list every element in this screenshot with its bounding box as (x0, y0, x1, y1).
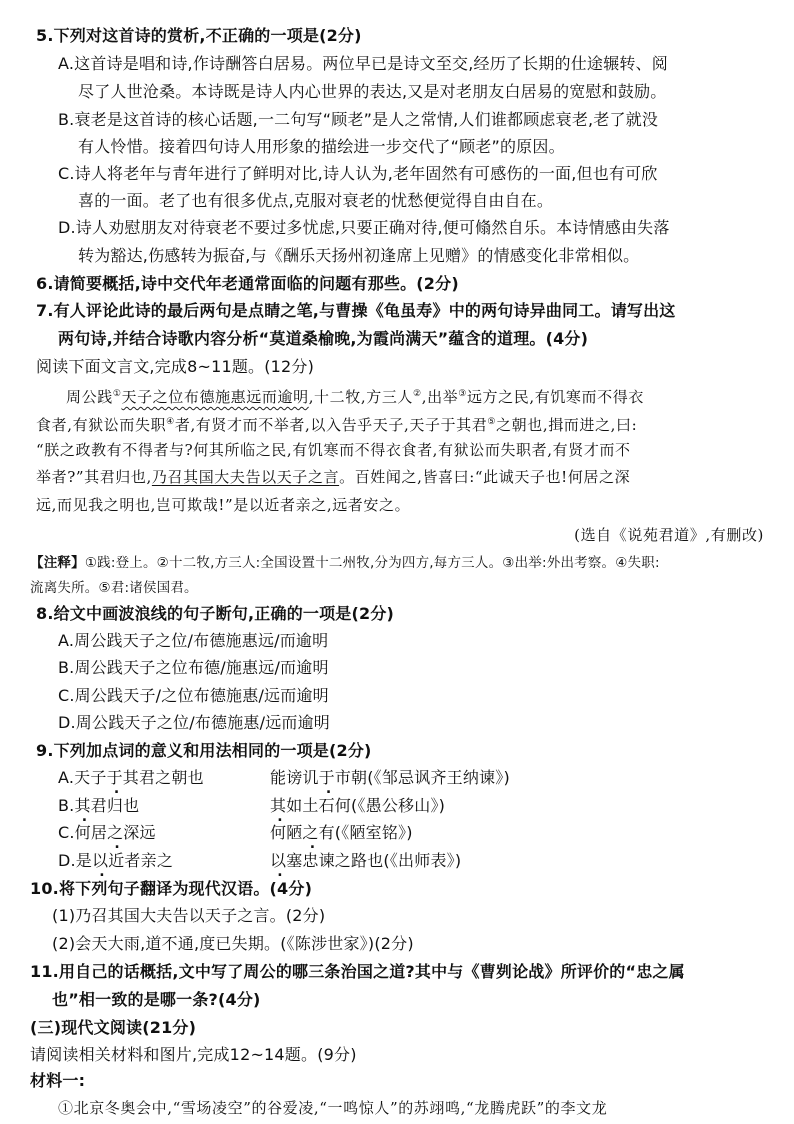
q9-option-d-left: D.是以近者亲之 (58, 851, 174, 870)
q8-stem: 8.给文中画波浪线的句子断句,正确的一项是(2分) (36, 604, 395, 623)
reading-intro: 阅读下面文言文,完成8~11题。(12分) (36, 357, 315, 376)
q6-stem: 6.请简要概括,诗中交代年老通常面临的问题有那些。(2分) (36, 274, 459, 293)
material1-label: 材料一: (30, 1071, 86, 1090)
q5-option-d-line1: D.诗人劝慰朋友对待衰老不要过多忧虑,只要正确对待,便可翛然自乐。本诗情感由失落 (58, 218, 670, 237)
section3-intro: 请阅读相关材料和图片,完成12~14题。(9分) (30, 1045, 357, 1064)
q5-option-b-line1: B.衰老是这首诗的核心话题,一二句写“顾老”是人之常情,人们谁都顾虑衰老,老了就没 (58, 110, 659, 129)
q5-option-a-line2: 尽了人世沧桑。本诗既是诗人内心世界的表达,又是对老朋友白居易的宽慰和鼓励。 (78, 82, 667, 101)
q5-option-c-line2: 喜的一面。老了也有很多优点,克服对衰老的忧愁便觉得自由自在。 (78, 191, 554, 210)
q10-sentence-2: (2)会天大雨,道不通,度已失期。(《陈涉世家》)(2分) (52, 934, 414, 953)
q9-option-b-right: 其如土石何(《愚公移山》) (270, 796, 446, 815)
q9-option-b-left: B.其君归也 (58, 796, 140, 815)
passage-line2: 食者,有狱讼而失职④者,有贤才而不举者,以入告乎天子,天子于其君⑤之朝也,揖而进之,曰: (36, 416, 638, 434)
wavy-sentence: 天子之位布德施惠远而逾明 (121, 388, 309, 406)
q9-option-a-left: A.天子于其君之朝也 (58, 768, 204, 787)
underlined-sentence: 乃召其国大夫告以天子之言 (151, 468, 340, 486)
q9-option-d-right: 以塞忠谏之路也(《出师表》) (270, 851, 462, 870)
section3-title: (三)现代文阅读(21分) (30, 1018, 197, 1037)
q9-stem: 9.下列加点词的意义和用法相同的一项是(2分) (36, 741, 372, 760)
q8-option-d: D.周公践天子之位/布德施惠/远而逾明 (58, 713, 330, 732)
notes-label: 【注释】 (30, 555, 85, 571)
q5-option-d-line2: 转为豁达,伤感转为振奋,与《酬乐天扬州初逢席上见赠》的情感变化非常相似。 (78, 246, 640, 265)
q8-option-c: C.周公践天子/之位布德施惠/远而逾明 (58, 686, 329, 705)
q8-option-a: A.周公践天子之位/布德施惠远/而逾明 (58, 631, 329, 650)
q5-stem: 5.下列对这首诗的赏析,不正确的一项是(2分) (36, 26, 362, 45)
q7-stem-line2: 两句诗,并结合诗歌内容分析“莫道桑榆晚,为霞尚满天”蕴含的道理。(4分) (58, 329, 589, 348)
passage-line5: 远,而见我之明也,岂可欺哉!”是以近者亲之,远者安之。 (36, 496, 411, 514)
q9-option-c-left: C.何居之深远 (58, 823, 156, 842)
q10-stem: 10.将下列句子翻译为现代汉语。(4分) (30, 879, 313, 898)
q9-option-a-right: 能谤讥于市朝(《邹忌讽齐王纳谏》) (270, 768, 510, 787)
passage-line4: 举者?”其君归也,乃召其国大夫告以天子之言。百姓闻之,皆喜曰:“此诚天子也!何居之深 (36, 468, 631, 486)
q10-sentence-1: (1)乃召其国大夫告以天子之言。(2分) (52, 906, 326, 925)
q5-option-a-line1: A.这首诗是唱和诗,作诗酬答白居易。两位早已是诗文至交,经历了长期的仕途辗转、阅 (58, 54, 668, 73)
q9-option-c-right: 何陋之有(《陋室铭》) (270, 823, 413, 842)
material1-line1: ①北京冬奥会中,“雪场凌空”的谷爱凌,“一鸣惊人”的苏翊鸣,“龙腾虎跃”的李文龙 (58, 1099, 608, 1117)
q11-stem-line2: 也”相一致的是哪一条?(4分) (52, 990, 261, 1009)
q5-option-c-line1: C.诗人将老年与青年进行了鲜明对比,诗人认为,老年固然有可感伤的一面,但也有可欣 (58, 164, 658, 183)
passage-source: (选自《说苑君道》,有删改) (574, 526, 764, 544)
q5-option-b-line2: 有人怜惜。接着四句诗人用形象的描绘进一步交代了“顾老”的原因。 (78, 137, 565, 156)
q7-stem-line1: 7.有人评论此诗的最后两句是点睛之笔,与曹操《龟虽寿》中的两句诗异曲同工。请写出这 (36, 301, 676, 320)
q8-option-b: B.周公践天子之位布德/施惠远/而逾明 (58, 658, 329, 677)
notes-line2: 流离失所。⑤君:诸侯国君。 (30, 580, 198, 596)
q11-stem-line1: 11.用自己的话概括,文中写了周公的哪三条治国之道?其中与《曹刿论战》所评价的“忠之属 (30, 962, 685, 981)
notes-line1: 【注释】①践:登上。②十二牧,方三人:全国设置十二州牧,分为四方,每方三人。③出举:外出考察。④失职: (30, 555, 660, 571)
passage-line1: 周公践①天子之位布德施惠远而逾明,十二牧,方三人②,出举③远方之民,有饥寒而不得衣 (66, 388, 644, 406)
passage-line3: “朕之政教有不得者与?何其所临之民,有饥寒而不得衣食者,有狱讼而失职者,有贤才而不 (36, 441, 631, 459)
